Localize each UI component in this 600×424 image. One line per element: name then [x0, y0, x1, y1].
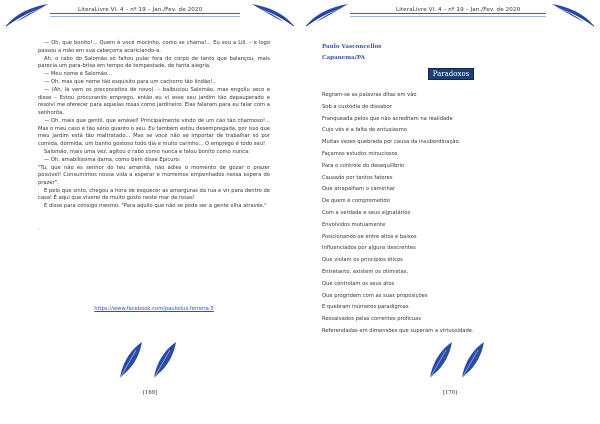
header-journal-title: LiteraLivre Vl. 4 – nº 19 – Jan./Fev. de 2020 — [78, 7, 203, 13]
poem-line: Façamos estudos minuciosos — [322, 150, 398, 157]
poem-line: Franqueada pelos que não acreditam na realidade — [322, 115, 453, 122]
feather-icon — [458, 340, 488, 380]
paragraph: E disse para consigo mesmo: "Para aquilo que não se pode ser a gente olha através." — [44, 203, 267, 210]
poem-line: Que progridem com as suas proposições — [322, 292, 428, 299]
story-text — [38, 40, 270, 233]
poem-line: Para o controle do desequilíbrio — [322, 162, 405, 169]
quill-icon — [4, 2, 50, 28]
header-rule-secondary — [50, 16, 240, 17]
header-rule — [50, 13, 240, 14]
poem-line: Entretanto, existem os otimistas, — [322, 268, 408, 275]
poem-line: Que violam os princípios éticos — [322, 257, 403, 264]
feather-decoration — [300, 340, 600, 380]
poem-line: Causado por tantos fatores — [322, 174, 393, 181]
poem-line: Que controlam os seus atos — [322, 280, 395, 287]
header-journal-title: LiteraLivre Vl. 4 – nº 19 – Jan./Fev. de 2020 — [396, 7, 521, 13]
poem-line: Posicionando-se entre altos e baixos — [322, 233, 417, 240]
paragraph: — Oh, que bonito!... Quem é você mocinho, como se chama!... Eu sou a Lili. – e logo passou a mão em sua cabeçorra acariciando-a. — [38, 40, 270, 54]
poem-line: Envolvidos mutuamente — [322, 221, 386, 228]
poem-line: Sob a custódia do dissabor — [322, 103, 392, 110]
feather-icon — [150, 340, 180, 380]
paragraph: Ah, o rabo do Salomão só faltou pular fora do corpo de tanto que balançou, mais parecia um para-brisa em tempo de tempestade, de tanta alegria. — [38, 55, 270, 70]
quill-icon — [304, 2, 350, 28]
right-page-header — [300, 0, 600, 30]
poem-line: Referendadas em dimensões que superam a virtuosidade. — [322, 327, 474, 334]
feather-decoration — [0, 340, 300, 380]
feather-icon — [426, 340, 456, 380]
right-page — [300, 0, 600, 424]
paragraph: — (Ah, lá vem os preconceitos de novo). – balbuciou Salomão, mas engoliu seco e disse – Estou procurando emprego, então eu vi esse seu jardim tão depauperado e resolvi me oferecer para aquelas rosas como jardineiro. Elas falaram para eu falar com a senhorita. — [38, 87, 270, 116]
author-city: Capanema/PA — [322, 55, 365, 61]
poem-line: Que atrapalham o caminhar — [322, 186, 396, 193]
poem-line: Influenciados por alguns descrentes — [322, 245, 416, 252]
paragraph: E pelo que sinto, chegou a hora de esquecer as amarguras da rua e vir para dentro de casa! É aqui que viverei de muito gosto neste mar de rosas! — [38, 187, 270, 202]
poem-line: De quem é comprometido — [322, 198, 390, 205]
feather-icon — [116, 340, 146, 380]
poem-body — [322, 90, 582, 338]
header-rule — [350, 13, 546, 14]
poem-title: Paradoxos — [432, 70, 470, 78]
header-rule-secondary — [350, 16, 546, 17]
poem-line: Ressalvados pelas correntes profícuas — [322, 316, 422, 323]
poem-line: Muitas vezes quebrada por causa da insubordinação. — [322, 139, 461, 146]
poem-line: Cujo vês é a falta de entusiasmo — [322, 127, 407, 134]
left-page-header — [0, 0, 300, 30]
paragraph: — Oh, mais que gentil, que amável! Principalmente vindo de um cão tão charmoso!... Mas o meu caso é tão sério quanto o seu. Eu também estou desempregada, por isso que meu jardim está tão maltratado... Mas se você não se importar de trabalhar só por comida, dormida, um banho gostoso todo dia e muito carinho... O emprego é todo seu! — [38, 117, 270, 147]
paragraph: . — [38, 225, 40, 232]
page-number: [169] — [143, 390, 157, 396]
poem-line: Regram-se as palavras ditas em vão — [322, 92, 417, 98]
page-number: [170] — [443, 390, 457, 396]
author-facebook-link[interactable]: https://www.facebook.com/paulolius.ferreira.5 — [94, 306, 214, 312]
paragraph: — Oh, mas que nome tão esquisito para um cachorro tão lindão!.. — [44, 79, 216, 86]
paragraph: — Meu nome é Salomão... — [44, 71, 112, 78]
poem-line: Com a verdade e seus signatários — [322, 209, 411, 216]
quill-icon — [250, 2, 296, 28]
quote-paragraph: "Tu, que não és senhor do teu amanhã, não adies o momento de gozar o prazer possível! Consumimos nossa vida a esperar e morremos empenhados nessa espera do prazer". — [38, 164, 270, 186]
quill-icon — [550, 2, 596, 28]
paragraph: — Oh, amabilíssima dama, como bem disse Epicuro: — [44, 156, 181, 163]
paragraph: Salomão, mais uma vez, agitou o rabo como nunca e falou bonito como nunca: — [44, 148, 251, 155]
author-name: Paulo Vasconcellos — [322, 44, 382, 50]
poem-line: E quebram inúmeros paradigmas — [322, 304, 409, 311]
poem-title-banner — [428, 68, 474, 80]
